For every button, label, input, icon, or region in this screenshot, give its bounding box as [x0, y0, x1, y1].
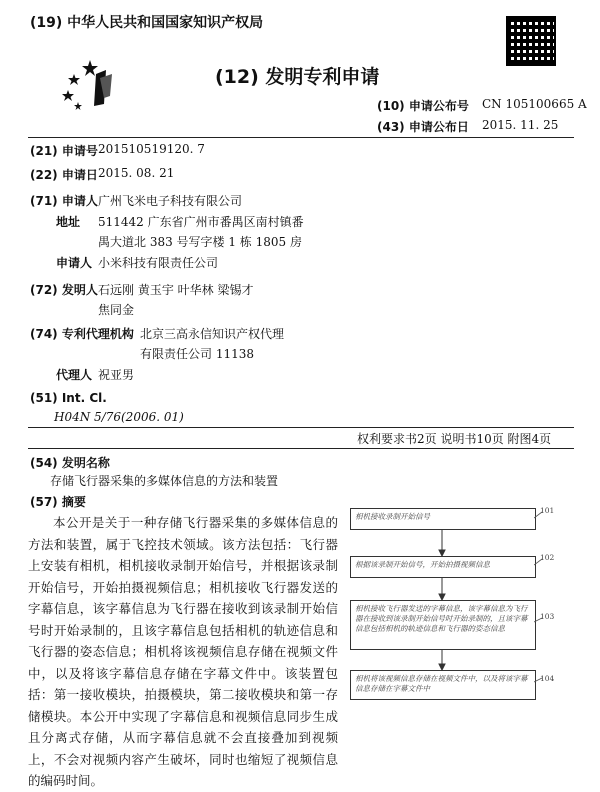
address-label: 地址 — [56, 215, 81, 229]
inventor-label: (72) 发明人 — [30, 283, 98, 297]
flow-step-101: 相机接收录制开始信号 — [350, 508, 536, 530]
inventors-line-1: 石远刚 黄玉宇 叶华林 梁锡才 — [98, 283, 254, 297]
header-rule — [28, 137, 574, 138]
agency-line-2: 有限责任公司 11138 — [140, 347, 254, 361]
title-label: (54) 发明名称 — [30, 456, 110, 470]
agent: 祝亚男 — [98, 368, 135, 382]
address-line-2: 禺大道北 383 号写字楼 1 栋 1805 房 — [98, 235, 302, 249]
flow-ref-104: 104 — [540, 674, 555, 683]
flow-step-102: 根据该录制开始信号，开始拍摄视频信息 — [350, 556, 536, 578]
flow-ref-102: 102 — [540, 553, 555, 562]
document-type: (12) 发明专利申请 — [215, 66, 380, 88]
abstract-paragraph: 本公开是关于一种存储飞行器采集的多媒体信息的方法和装置，属于飞控技术领域。该方法包括：飞行器上安装有相机，相机接收录制开始信号，并根据该录制开始信号，开始拍摄视频信息；相机接收飞行器发送的字幕信息，该字幕信息为飞行器在接收到该录制开始信号时开始录制的，且该字幕信息包括相机的轨迹信息和飞行器的姿态信息；相机将该视频信息存储在视频文件中，以及将该字幕信息存储在字幕文件中。该装置包括：第一接收模块，拍摄模块，第二接收模块和第一存储模块。本公开中实现了字幕信息和视频信息同步生成且分离式存储，从而字幕信息就不会直接叠加到视频上，不会对视频内容产生破坏，同时也缩短了视频信息的编码时间。 — [28, 515, 338, 788]
pub-no-label: (10) 申请公布号 — [377, 99, 469, 113]
cnipa-logo-icon — [60, 60, 120, 110]
pub-date-label: (43) 申请公布日 — [377, 120, 469, 134]
pub-no: CN 105100665 A — [482, 97, 587, 111]
page-counts: 权利要求书2页 说明书10页 附图4页 — [357, 432, 552, 446]
app-date: 2015. 08. 21 — [98, 166, 175, 180]
pages-rule — [28, 448, 574, 449]
inventors-line-2: 焦同金 — [98, 303, 135, 317]
agency-label: (74) 专利代理机构 — [30, 327, 134, 341]
flow-arrows — [430, 530, 460, 675]
address-line-1: 511442 广东省广州市番禺区南村镇番 — [98, 215, 304, 229]
applicant-label: (71) 申请人 — [30, 194, 98, 208]
abstract-label: (57) 摘要 — [30, 495, 86, 509]
bib-rule — [28, 427, 574, 428]
int-cl-label: (51) Int. Cl. — [30, 391, 107, 405]
abstract-text — [28, 512, 338, 792]
app-date-label: (22) 申请日 — [30, 168, 98, 182]
flow-step-104: 相机将该视频信息存储在视频文件中，以及将该字幕信息存储在字幕文件中 — [350, 670, 536, 700]
applicant2-label: 申请人 — [56, 256, 93, 270]
flow-step-103: 相机接收飞行器发送的字幕信息，该字幕信息为飞行器在接收到该录制开始信号时开始录制的，且该字幕信息包括相机的轨迹信息和飞行器的姿态信息 — [350, 600, 536, 650]
agency-line-1: 北京三高永信知识产权代理 — [140, 327, 285, 341]
app-no: 201510519120. 7 — [98, 142, 205, 156]
flow-ref-101: 101 — [540, 506, 555, 515]
pub-date: 2015. 11. 25 — [482, 118, 559, 132]
flow-ref-103: 103 — [540, 612, 555, 621]
qr-code — [506, 16, 556, 66]
applicant: 广州飞米电子科技有限公司 — [98, 194, 243, 208]
flow-ref-leaders — [534, 510, 544, 690]
agent-label: 代理人 — [56, 368, 93, 382]
int-cl: H04N 5/76(2006. 01) — [54, 410, 184, 424]
applicant2: 小米科技有限责任公司 — [98, 256, 219, 270]
office-title: (19) 中华人民共和国国家知识产权局 — [30, 15, 264, 31]
invention-title: 存储飞行器采集的多媒体信息的方法和装置 — [50, 474, 279, 488]
app-no-label: (21) 申请号 — [30, 144, 98, 158]
